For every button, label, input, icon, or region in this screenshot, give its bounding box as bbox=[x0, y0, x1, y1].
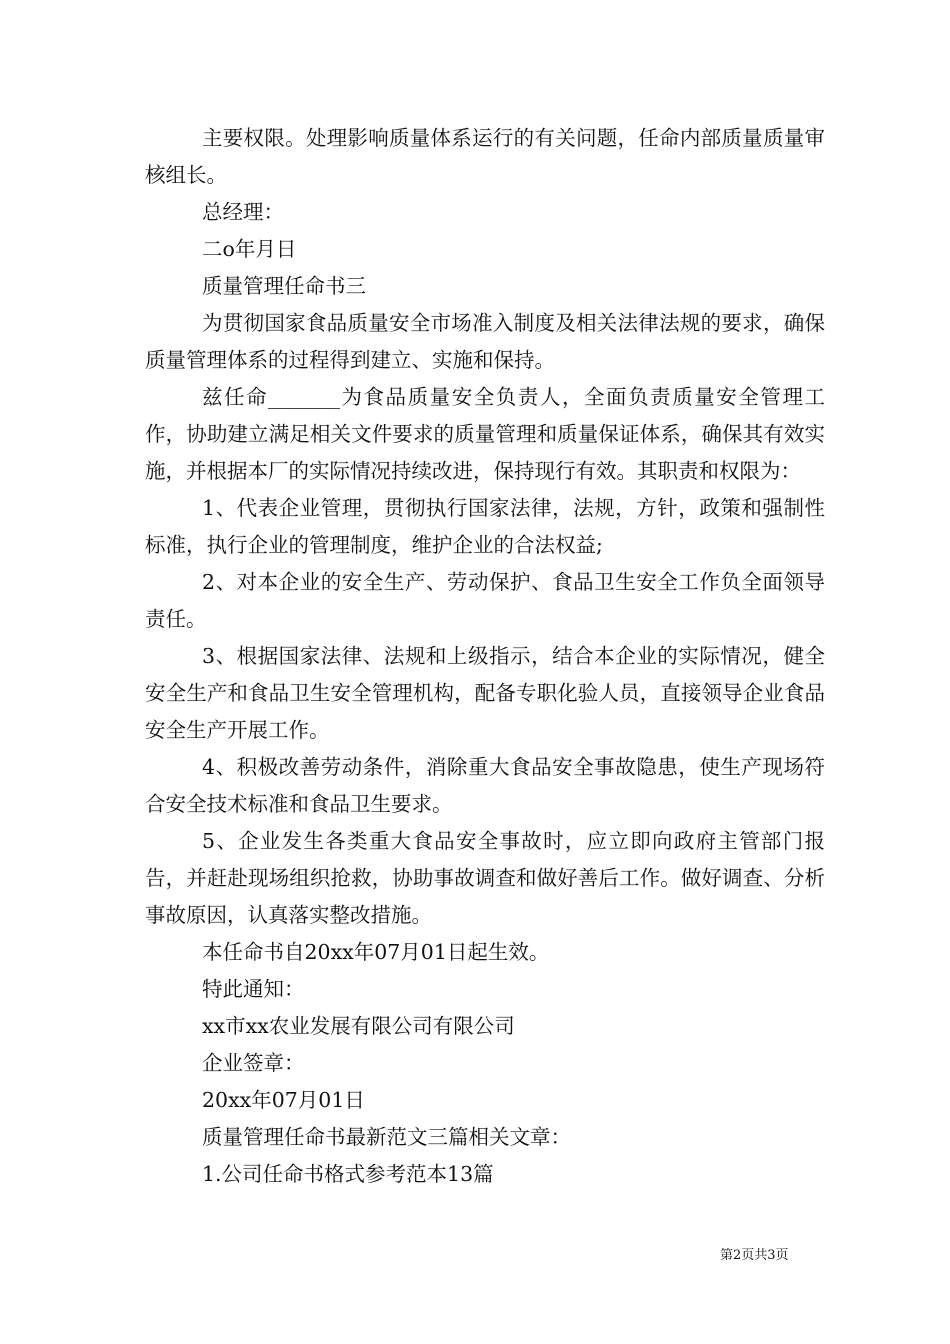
list-item-duty-5: 5、企业发生各类重大食品安全事故时，应立即向政府主管部门报告，并赶赴现场组织抢救，协助事故调查和做好善后工作。做好调查、分析事故原因，认真落实整改措施。 bbox=[145, 829, 825, 927]
paragraph-company-seal: 企业签章： bbox=[202, 1051, 305, 1075]
paragraph-general-manager: 总经理： bbox=[202, 200, 284, 224]
paragraph-date-placeholder: 二o年月日 bbox=[202, 237, 297, 261]
section-heading: 质量管理任命书三 bbox=[202, 274, 366, 298]
list-item-duty-3: 3、根据国家法律、法规和上级指示，结合本企业的实际情况，健全安全生产和食品卫生安全管理机构，配备专职化验人员，直接领导企业食品安全生产开展工作。 bbox=[145, 644, 825, 742]
paragraph-authority: 主要权限。处理影响质量体系运行的有关问题，任命内部质量质量审核组长。 bbox=[145, 126, 825, 187]
paragraph-sign-date: 20xx年07月01日 bbox=[202, 1088, 365, 1112]
page-number-footer: 第2页共3页 bbox=[720, 1248, 789, 1263]
paragraph-purpose: 为贯彻国家食品质量安全市场准入制度及相关法律法规的要求，确保质量管理体系的过程得到建立、实施和保持。 bbox=[145, 311, 825, 372]
paragraph-related-heading: 质量管理任命书最新范文三篇相关文章： bbox=[202, 1125, 571, 1149]
related-article-link[interactable]: 1.公司任命书格式参考范本13篇 bbox=[202, 1162, 494, 1186]
document-body bbox=[145, 120, 825, 1193]
list-item-duty-1: 1、代表企业管理，贯彻执行国家法律，法规，方针，政策和强制性标准，执行企业的管理制度，维护企业的合法权益; bbox=[145, 496, 825, 557]
list-item-duty-4: 4、积极改善劳动条件，消除重大食品安全事故隐患，使生产现场符合安全技术标准和食品卫生要求。 bbox=[145, 755, 825, 816]
paragraph-appointment: 兹任命_______为食品质量安全负责人，全面负责质量安全管理工作，协助建立满足相关文件要求的质量管理和质量保证体系，确保其有效实施，并根据本厂的实际情况持续改进，保持现行有效。其职责和权限为： bbox=[145, 385, 825, 483]
paragraph-effective-date: 本任命书自20xx年07月01日起生效。 bbox=[202, 940, 550, 964]
list-item-duty-2: 2、对本企业的安全生产、劳动保护、食品卫生安全工作负全面领导责任。 bbox=[145, 570, 825, 631]
paragraph-company-name: xx市xx农业发展有限公司有限公司 bbox=[202, 1014, 515, 1038]
paragraph-notice: 特此通知： bbox=[202, 977, 305, 1001]
